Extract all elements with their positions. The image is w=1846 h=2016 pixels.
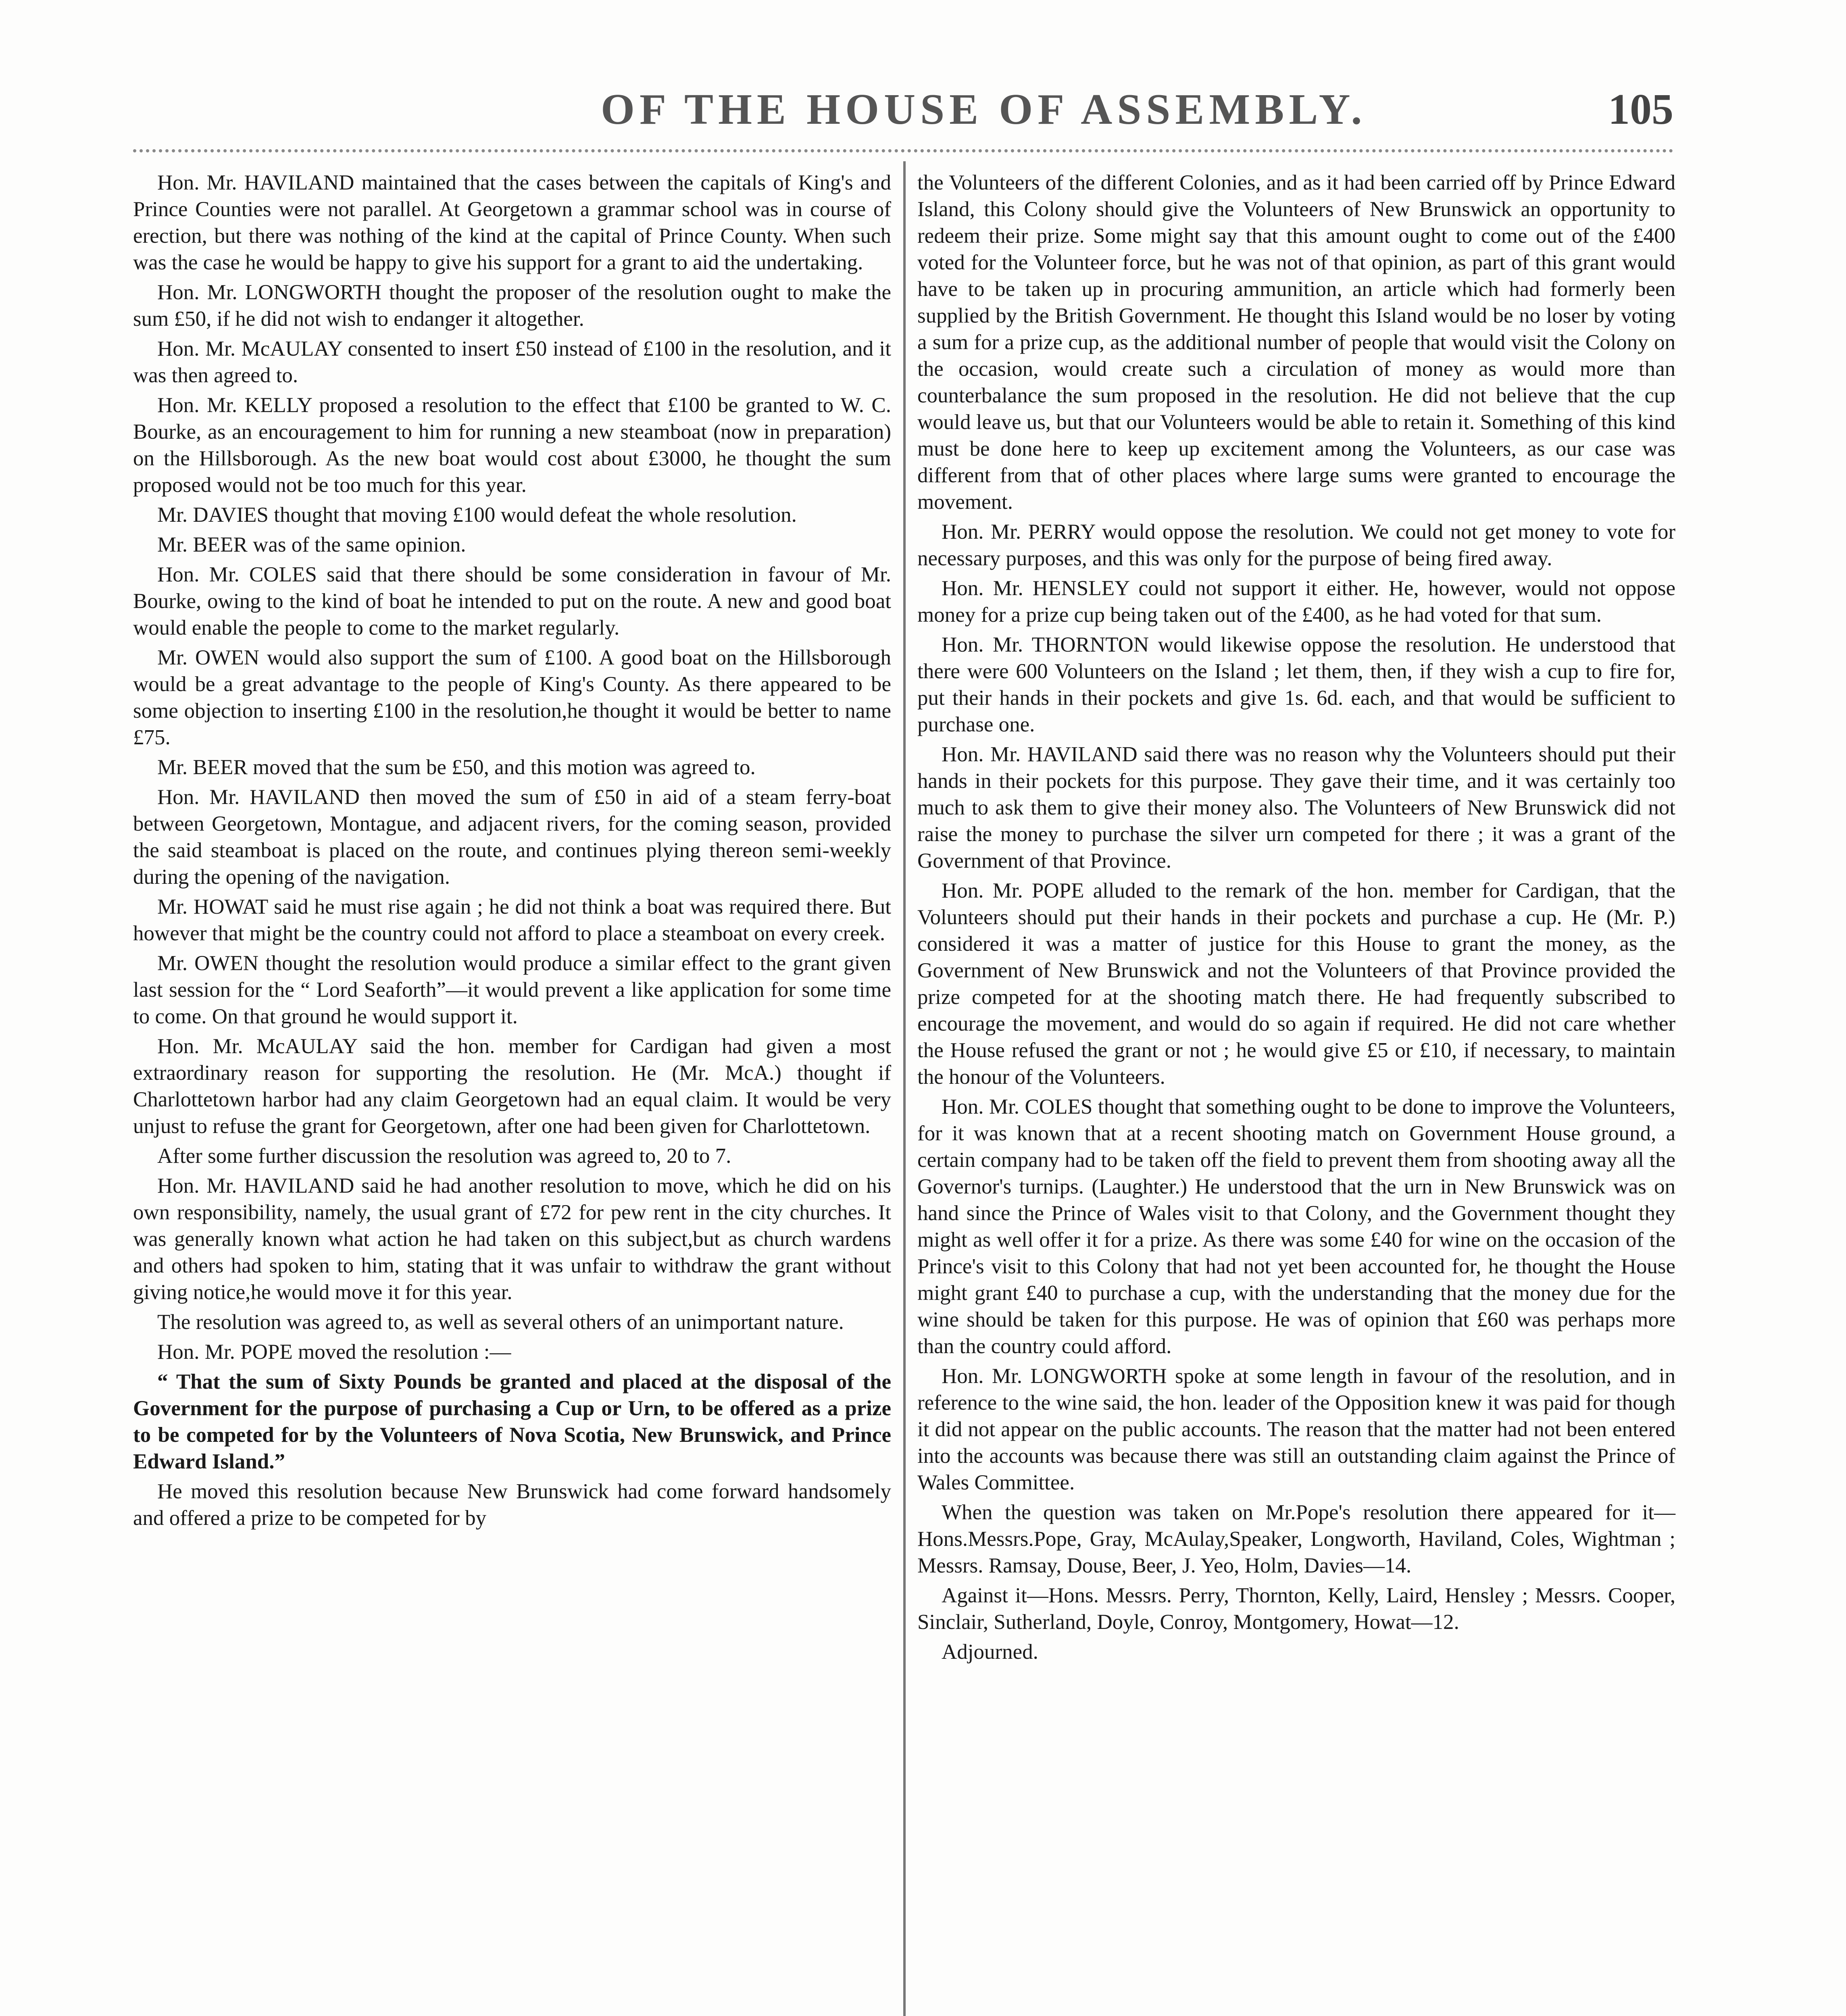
paragraph: Mr. BEER moved that the sum be £50, and this motion was agreed to. — [157, 756, 756, 779]
paragraph: Hon. Mr. HAVILAND said there was no reason why the Volunteers should put their hands in their pockets for this purpose. They gave their time, and it was certainly too much to ask them to give their money also. The Volunteers of New Brunswick did not raise the money to purchase the silver urn competed for there ; it was a grant of the Government of that Province. — [917, 743, 1675, 873]
paragraph: Adjourned. — [942, 1640, 1038, 1664]
paragraph: Hon. Mr. HAVILAND said he had another resolution to move, which he did on his own responsibility, namely, the usual grant of £72 for pew rent in the city churches. It was generally known what action he had taken on this subject,but as church wardens and others had spoken to him, stating that it was unfair to withdraw the grant without giving notice,he would move it for this year. — [133, 1174, 891, 1304]
paragraph: Hon. Mr. HENSLEY could not support it either. He, however, would not oppose money for a prize cup being taken out of the £400, as he had voted for that sum. — [917, 577, 1675, 627]
paragraph: Mr. HOWAT said he must rise again ; he did not think a boat was required there. But however that might be the country could not afford to place a steamboat on every creek. — [133, 895, 891, 945]
paragraph: Hon. Mr. McAULAY consented to insert £50 instead of £100 in the resolution, and it was then agreed to. — [133, 337, 891, 387]
running-head: OF THE HOUSE OF ASSEMBLY. — [601, 85, 1367, 133]
paragraph: Hon. Mr. PERRY would oppose the resolution. We could not get money to vote for necessary purposes, and this was only for the purpose of being fired away. — [917, 520, 1675, 570]
paragraph: Against it—Hons. Messrs. Perry, Thornton, Kelly, Laird, Hensley ; Messrs. Cooper, Sinclair, Sutherland, Doyle, Conroy, Montgomery, Howat—12. — [917, 1584, 1675, 1634]
paragraph: Hon. Mr. KELLY proposed a resolution to the effect that £100 be granted to W. C. Bourke, as an encouragement to him for running a new steamboat (now in preparation) on the Hillsborough. As the new boat would cost about £3000, he thought the sum proposed would not be too much for this year. — [133, 394, 891, 497]
paragraph: He moved this resolution because New Brunswick had come forward handsomely and offered a prize to be competed for by — [133, 1480, 891, 1530]
paragraph: Hon. Mr. POPE alluded to the remark of the hon. member for Cardigan, that the Volunteers should put their hands in their pockets and purchase a cup. He (Mr. P.) considered it was a matter of justice for this House to grant the money, as the Government of New Brunswick and not the Volunteers of that Province provided the prize competed for at the shooting match there. He had frequently subscribed to encourage the movement, and would do so again if required. He did not care whether the House refused the grant or not ; he would give £5 or £10, if necessary, to maintain the honour of the Volunteers. — [917, 879, 1675, 1089]
page-number: 105 — [1608, 85, 1673, 133]
paragraph: When the question was taken on Mr.Pope's resolution there appeared for it—Hons.Messrs.Pope, Gray, McAulay,Speaker, Longworth, Haviland, Coles, Wightman ; Messrs. Ramsay, Douse, Beer, J. Yeo, Holm, Davies—14. — [917, 1501, 1675, 1577]
paragraph: Hon. Mr. THORNTON would likewise oppose the resolution. He understood that there were 600 Volunteers on the Island ; let them, then, if they wish a cup to fire for, put their hands in their pockets and give 1s. 6d. each, and that would be sufficient to purchase one. — [917, 633, 1675, 736]
quoted-resolution: “ That the sum of Sixty Pounds be granted and placed at the disposal of the Government for the purpose of purchasing a Cup or Urn, to be offered as a prize to be competed for by the Volunteers of Nova Scotia, New Brunswick, and Prince Edward Island.” — [133, 1370, 891, 1473]
paragraph: Mr. BEER was of the same opinion. — [157, 533, 466, 556]
paragraph: Hon. Mr. COLES thought that something ought to be done to improve the Volunteers, for it was known that at a recent shooting match on Government House ground, a certain company had to be taken off the field to prevent them from shooting away all the Governor's turnips. (Laughter.) He understood that the urn in New Brunswick was on hand since the Prince of Wales visit to that Colony, and the Government thought they might as well offer it for a prize. As there was some £40 for wine on the occasion of the Prince's visit to this Colony that had not yet been accounted for, he thought the House might grant £40 to purchase a cup, with the understanding that the money due for the wine should be taken for this purpose. He was of opinion that £60 was perhaps more than the country could afford. — [917, 1095, 1675, 1358]
paragraph: Hon. Mr. HAVILAND then moved the sum of £50 in aid of a steam ferry-boat between Georgetown, Montague, and adjacent rivers, for the coming season, provided the said steamboat is placed on the route, and continues plying thereon semi-weekly during the opening of the navigation. — [133, 785, 891, 889]
paragraph: The resolution was agreed to, as well as several others of an unimportant nature. — [157, 1310, 844, 1334]
paragraph: Mr. DAVIES thought that moving £100 would defeat the whole resolution. — [157, 503, 797, 527]
paragraph: Mr. OWEN would also support the sum of £100. A good boat on the Hillsborough would be a great advantage to the people of King's County. As there appeared to be some objection to inserting £100 in the resolution,he thought it would be better to name £75. — [133, 646, 891, 749]
paragraph: the Volunteers of the different Colonies, and as it had been carried off by Prince Edward Island, this Colony should give the Volunteers of New Brunswick an opportunity to redeem their prize. Some might say that this amount ought to come out of the £400 voted for the Volunteer force, but he was not of that opinion, as part of this grant would have to be taken up in procuring ammunition, an article which had formerly been supplied by the British Government. He thought this Island would be no loser by voting a sum for a prize cup, as the additional number of people that would visit the Colony on the occasion, would create such a circulation of money as would more than counterbalance the sum proposed in the resolution. He did not believe that the cup would leave us, but that our Volunteers would be able to retain it. Something of this kind must be done here to keep up excitement among the Volunteers, as our case was different from that of other places where large sums were granted to encourage the movement. — [917, 171, 1675, 514]
paragraph: Hon. Mr. LONGWORTH thought the proposer of the resolution ought to make the sum £50, if he did not wish to endanger it altogether. — [133, 281, 891, 331]
paragraph: Hon. Mr. LONGWORTH spoke at some length in favour of the resolution, and in reference to the wine said, the hon. leader of the Opposition knew it was paid for though it did not appear on the public accounts. The reason that the matter had not been entered into the accounts was because there was still an outstanding claim against the Prince of Wales Committee. — [917, 1364, 1675, 1494]
paragraph: After some further discussion the resolution was agreed to, 20 to 7. — [157, 1144, 731, 1168]
paragraph: Hon. Mr. COLES said that there should be some consideration in favour of Mr. Bourke, owing to the kind of boat he intended to put on the route. A new and good boat would enable the people to come to the market regularly. — [133, 563, 891, 639]
paragraph: Hon. Mr. McAULAY said the hon. member for Cardigan had given a most extraordinary reason for supporting the resolution. He (Mr. McA.) thought if Charlottetown harbor had any claim Georgetown had an equal claim. It would be very unjust to refuse the grant for Georgetown, after one had been given for Charlottetown. — [133, 1035, 891, 1138]
paragraph: Hon. Mr. POPE moved the resolution :— — [157, 1340, 511, 1364]
left-column — [133, 169, 891, 1535]
header-rule — [133, 149, 1673, 152]
right-column — [917, 169, 1675, 1668]
paragraph: Hon. Mr. HAVILAND maintained that the cases between the capitals of King's and Prince Counties were not parallel. At Georgetown a grammar school was in course of erection, but there was nothing of the kind at the capital of Prince County. When such was the case he would be happy to give his support for a grant to aid the undertaking. — [133, 171, 891, 274]
column-divider — [903, 161, 906, 2016]
paragraph: Mr. OWEN thought the resolution would produce a similar effect to the grant given last session for the “ Lord Seaforth”—it would prevent a like application for some time to come. On that ground he would support it. — [133, 952, 891, 1028]
page-header — [133, 85, 1673, 145]
